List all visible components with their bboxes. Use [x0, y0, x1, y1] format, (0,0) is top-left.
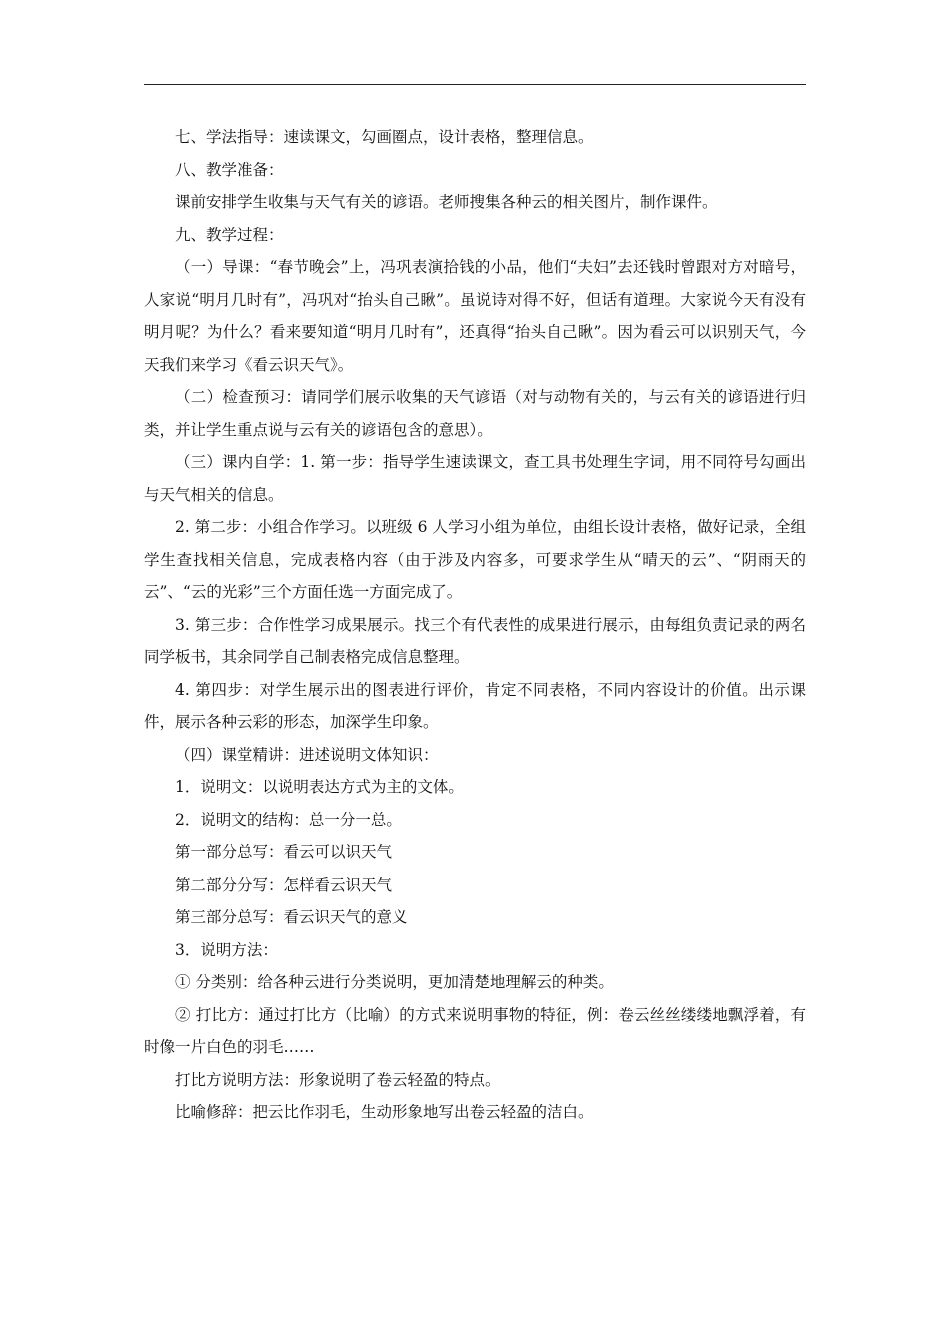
- paragraph: （三）课内自学：1. 第一步：指导学生速读课文，查工具书处理生字词，用不同符号勾画出与天气相关的信息。: [144, 453, 806, 504]
- paragraph: （四）课堂精讲：进述说明文体知识：: [175, 745, 439, 764]
- header-rule: [144, 84, 806, 85]
- paragraph: 3. 第三步：合作性学习成果展示。找三个有代表性的成果进行展示，由每组负责记录的两名同学板书，其余同学自己制表格完成信息整理。: [144, 615, 806, 666]
- section-heading: 八、教学准备：: [175, 160, 284, 179]
- list-item: 第一部分总写：看云可以识天气: [175, 843, 393, 861]
- paragraph: 比喻修辞：把云比作羽毛，生动形象地写出卷云轻盈的洁白。: [175, 1103, 594, 1121]
- list-item: 3．说明方法：: [175, 940, 278, 959]
- list-item: 第三部分总写：看云识天气的意义: [175, 908, 408, 926]
- paragraph: 2. 第二步：小组合作学习。以班级 6 人学习小组为单位，由组长设计表格，做好记录，全组学生查找相关信息，完成表格内容（由于涉及内容多，可要求学生从“晴天的云”、“阴雨天的云”、“云的光彩”三个方面任选一方面完成了。: [144, 518, 806, 601]
- list-item: ② 打比方：通过打比方（比喻）的方式来说明事物的特征，例：卷云丝丝缕缕地飘浮着，有时像一片白色的羽毛……: [144, 1005, 806, 1056]
- list-item: ① 分类别：给各种云进行分类说明，更加清楚地理解云的种类。: [175, 973, 614, 991]
- list-item: 2．说明文的结构：总一分一总。: [175, 810, 402, 829]
- paragraph: 课前安排学生收集与天气有关的谚语。老师搜集各种云的相关图片，制作课件。: [175, 193, 718, 211]
- paragraph: （一）导课：“春节晚会”上，冯巩表演拾钱的小品，他们“夫妇”去还钱时曾跟对方对暗号，人家说“明月几时有”，冯巩对“抬头自己瞅”。虽说诗对得不好，但话有道理。大家说今天有没有明月呢？为什么？看来要知道“明月几时有”，还真得“抬头自己瞅”。因为看云可以识别天气，今天我们来学习《看云识天气》。: [144, 258, 806, 374]
- list-item: 1．说明文：以说明表达方式为主的文体。: [175, 778, 464, 796]
- paragraph: 4. 第四步：对学生展示出的图表进行评价，肯定不同表格，不同内容设计的价值。出示课件，展示各种云彩的形态，加深学生印象。: [144, 680, 806, 731]
- section-heading: 七、学法指导：速读课文，勾画圈点，设计表格，整理信息。: [175, 128, 594, 146]
- document-body: [144, 121, 806, 1129]
- section-heading: 九、教学过程：: [175, 225, 284, 244]
- paragraph: （二）检查预习：请同学们展示收集的天气谚语（对与动物有关的，与云有关的谚语进行归类，并让学生重点说与云有关的谚语包含的意思）。: [144, 388, 806, 439]
- paragraph: 打比方说明方法：形象说明了卷云轻盈的特点。: [175, 1070, 501, 1089]
- list-item: 第二部分分写：怎样看云识天气: [175, 875, 393, 894]
